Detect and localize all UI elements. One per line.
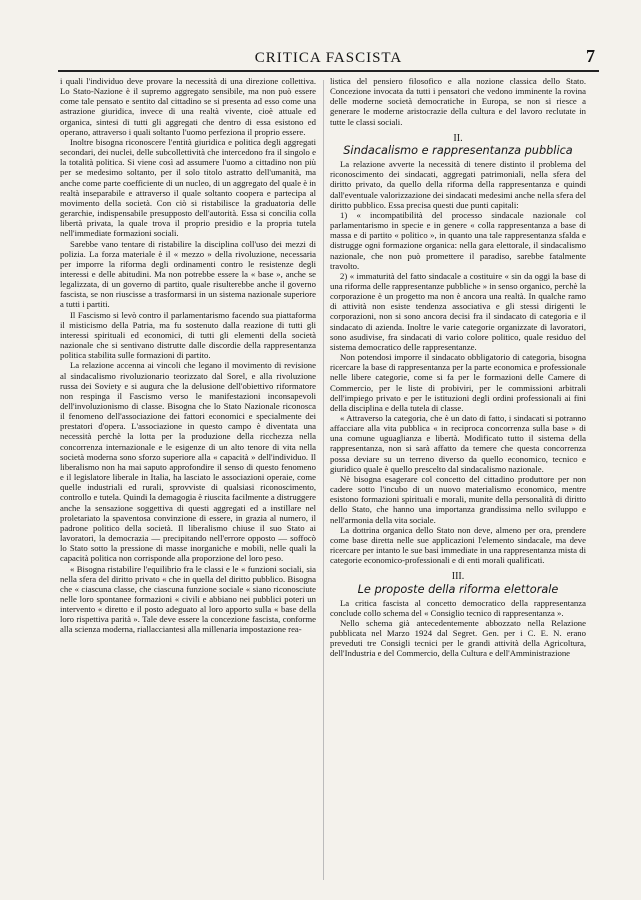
paragraph: « Bisogna ristabilire l'equilibrio fra le classi e le « funzioni sociali, sia nella sfera del diritto privato « che in quella del diritto pubblico. Bisogna che « ciascuna classe, che ciascuna funzione sociale « siano riconosciute nelle loro spontanee formazioni « civili e abbiano nei pubblici poteri un intervento « diretto e il posto adeguato al loro apporto sulla « base della loro rispettiva parità ». Tale deve essere la concezione fascista, conforme alla scienza moderna, riallacciantesi alla millenaria impostazione rea- [60, 563, 316, 635]
paragraph: Sarebbe vano tentare di ristabilire la disciplina coll'uso dei mezzi di polizia. La forza materiale è il « mezzo » della rivoluzione, necessaria per imporre la riforma degli ordinamenti contro le resistenze degli interessi e delle abitudini. Ma non potrebbe essere la « base », anche se legalizzata, di un governo di partito, quale risulterebbe anche il governo fascista, se non riuscisse a trasformarsi in un sistema nazionale superiore a tutti i partiti. [60, 238, 316, 310]
paragraph: La dottrina organica dello Stato non deve, almeno per ora, prendere come base diretta nelle sue applicazioni l'elemento sindacale, ma deve ricercare per intanto le sue basi immediate in una rappresentanza mista di categorie economico-professionali e di enti morali qualificati. [330, 524, 586, 566]
column-divider [323, 80, 324, 880]
paragraph: Inoltre bisogna riconoscere l'entità giuridica e politica degli aggregati secondari, dei nuclei, delle subcollettività che intercedono fra il singolo e la totalità politica. Si viene così ad assumere l'uomo a cittadino non più per se medesimo soltanto, per il solo titolo astratto dell'umanità, ma anche come parte coefficiente di un nucleo, di un aggregato del quale è in realtà inseparabile e attraverso il quale soltanto coopera e partecipa al movimento della società. Con ciò si ristabilisce la graduatoria delle gerarchie, indispensabile presupposto dell'autorità. Essa si concilia colla libertà privata, la quale trova il proprio presidio e la propria tutela nell'immediate formazioni sociali. [60, 136, 317, 239]
paragraph: « Attraverso la categoria, che è un dato di fatto, i sindacati si potranno affacciare alla vita pubblica « in reciproca concorrenza sulla base » di una comune uguaglianza e libertà. Modificato tutto il sistema della rappresentanza, non si sarà affatto da temere che questa concorrenza possa deviare su un terreno diverso da quello economico, tecnico e giuridico quale è quello prescelto dal sindacalismo nazionale. [330, 413, 586, 474]
page-number: 7 [586, 46, 595, 66]
section-title: Le proposte della riforma elettorale [357, 582, 559, 596]
paragraph: Il Fascismo si levò contro il parlamentarismo facendo sua piattaforma il misticismo della Patria, ma fu sostenuto dalla reazione di tutti gli interessi spirituali ed economici, di tutti gli elementi della società nazionale che si sentivano distrutte dalle discordie della rappresentanza politica stabilita sulle formazioni di partito. [60, 309, 316, 361]
paragraph: Non potendosi imporre il sindacato obbligatorio di categoria, bisogna ricercare la base di rappresentanza per la parte economica e professionale nelle libere categorie, come si fa per le formazioni delle Camere di Commercio, per le liste di probiviri, per le commissioni arbitrali dell'impiego privato e per le istituzioni degli ordini professionali ai fini della disciplina e della tutela di classe. [330, 352, 586, 413]
paragraph: La critica fascista al concetto democratico della rappresentanza conclude collo schema del « Consiglio tecnico di rappresentanza ». [330, 597, 586, 618]
masthead [58, 48, 599, 72]
paragraph: Nè bisogna esagerare col concetto del cittadino produttore per non cadere sotto l'incubo di un nuovo materialismo economico, mentre esistono formazioni spirituali e morali, munite della personalità di diritto dello Stato, che hanno una importanza grandissima nello sviluppo e nell'armonia della vita sociale. [330, 473, 586, 525]
section-number: III. [451, 571, 465, 583]
paragraph: listica del pensiero filosofico e alla nozione classica dello Stato. Concezione invocata da tutti i pensatori che vedono imminente la rovina delle moderne società democratiche in Europa, se non si riesce a generare le moderne aristocrazie della cultura e del lavoro reclutate in tutte le classi sociali. [330, 76, 586, 127]
section-number: II. [453, 132, 463, 144]
paragraph: Nello schema già antecedentemente abbozzato nella Relazione pubblicata nel Marzo 1924 dal Segret. Gen. per i C. E. N. erano preveduti tre Consigli tecnici per le grandi attività della Agricoltura, dell'Industria e del Commercio, della Cultura e dell'Amministrazione [330, 617, 586, 659]
paragraph: La relazione avverte la necessità di tenere distinto il problema del riconoscimento dei sindacati, aggregati patrimoniali, nella sfera del diritto privato, da quello della riforma della rappresentanza e quindi dall'eventuale valorizzazione dei sindacati medesimi anche nella sfera del diritto pubblico. Essa precisa questi due punti capitali: [330, 159, 586, 210]
paragraph: 2) « immaturità del fatto sindacale a costituire « sin da oggi la base di una riforma delle rappresentanze pubbliche » in senso organico, perchè la corporazione è un progetto ma non è ancora una realtà. In qualche ramo di attività non esiste tendenza associativa e gli stessi dirigenti le corporazioni, non si sono ancora decisi fra il sindacato di categoria e il sindacato di azienda. Inoltre le varie categorie organizzate di lavoratori, sono asudivise, fra sindacati di vario colore politico, quale residuo del sistema democratico delle rappresentanze. [330, 270, 586, 352]
paragraph: i quali l'individuo deve provare la necessità di una direzione collettiva. Lo Stato-Nazione è il supremo aggregato sensibile, ma non può essere come tale pensato e sentito dal cittadino se si presenta ad esso come una astrazione giuridica, invece di una realtà vivente, cioè attuale ed organica, sintesi di tutti gli aggregati che dentro di essa esistono ed operano, attraverso i quali soltanto l'uomo perfeziona il proprio essere. [60, 76, 316, 137]
paragraph: La relazione accenna ai vincoli che legano il movimento di revisione al sindacalismo rivoluzionario teorizzato dal Sorel, e alla rivoluzione russa dei Soviety e si augura che la delusione dell'obiettivo riformatore non respinga il Fascismo verso le manifestazioni inconsapevoli dell'involuzionismo di classe. Bisogna che lo Stato Nazionale riconosca il fenomeno dell'associazione dei fattori economici e specialmente dei prestatori d'opera. L'associazione in questo campo è diventata una necessità perchè la lotta per la produzione della ricchezza nella concorrenza internazionale e le esigenze di un alto tenore di vita nella società moderna sono sforzo superiore alla « capacità » dell'individuo. Il liberalismo non ha mai saputo approfondire il senso di questo fenomeno e il legislatore liberale in Italia, ha lasciato le associazioni operaie, come quelle industriali ed rurali, sprovviste di qualsiasi riconoscimento, controllo e tutela. Quindi la demagogia è riuscita facilmente a distruggere anche la sensazione soggettiva di questi aggregati ed a instillare nel proletariato la spaventosa convinzione di essere, in grazia al numero, il padrone politico della società. Il liberalismo chiuse il suo Stato ai lavoratori, la democrazia — precipitando nell'errore opposto — soffocò lo Stato sotto la pressione di masse inorganiche e mobili, nelle quali la capacità politica non corrisponde alla proporzione del loro peso. [60, 360, 316, 564]
paragraph: 1) « incompatibilità del processo sindacale nazionale col parlamentarismo in specie e in genere « colla rappresentanza a base di massa e di partito « politico », in quanto una tale rappresentanza sfalda e distrugge ogni formazione organica: nella gara elettorale, il sindacalismo nazionale, che non può promettere il paradiso, sarebbe fatalmente travolto. [330, 209, 586, 271]
section-title: Sindacalismo e rappresentanza pubblica [343, 143, 573, 157]
left-column [60, 76, 316, 635]
right-column [330, 76, 586, 659]
journal-title: CRITICA FASCISTA [254, 50, 403, 66]
